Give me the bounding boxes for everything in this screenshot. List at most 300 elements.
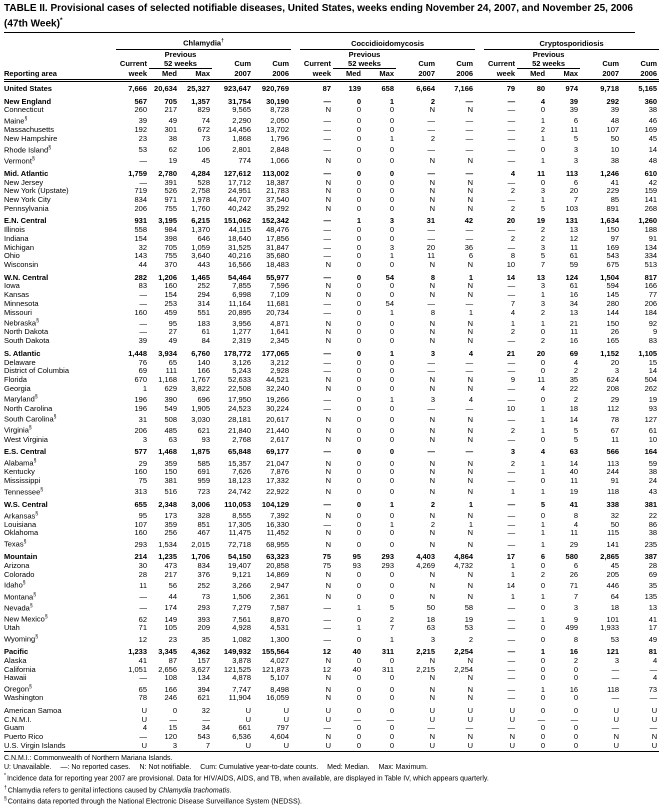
- value-cell: 338: [606, 499, 620, 509]
- value-cell: 1: [540, 539, 546, 549]
- reporting-area-cell: Wyoming§: [4, 634, 38, 644]
- value-cell: —: [465, 366, 474, 376]
- value-cell: 113: [607, 458, 620, 468]
- value-cell: 160: [164, 281, 177, 291]
- value-cell: —: [139, 290, 147, 300]
- table-row: [4, 291, 659, 300]
- value-cell: —: [507, 116, 516, 126]
- value-cell: 3,266: [232, 580, 251, 590]
- reporting-area-cell: Iowa: [4, 281, 20, 291]
- value-cell: 145: [606, 290, 620, 300]
- value-cell: —: [507, 96, 516, 106]
- diseases-table: [4, 34, 659, 752]
- value-cell: 53: [464, 623, 474, 633]
- value-cell: 0: [389, 425, 395, 435]
- value-cell: 31,847: [266, 242, 290, 252]
- value-cell: —: [323, 348, 332, 358]
- value-cell: 292: [606, 96, 620, 106]
- value-cell: 0: [389, 177, 395, 187]
- table-row: [4, 602, 659, 613]
- reporting-area-cell: Pacific: [4, 647, 29, 657]
- column-spacer: [291, 309, 300, 318]
- value-cell: N: [467, 458, 474, 468]
- value-cell: 2,254: [454, 664, 474, 674]
- value-cell: 0: [573, 673, 579, 683]
- value-cell: —: [323, 225, 332, 235]
- table-row: [4, 359, 659, 368]
- column-spacer: [475, 486, 484, 497]
- reporting-area-cell: California: [4, 664, 36, 674]
- value-cell: N: [467, 539, 474, 549]
- column-spacer: [291, 291, 300, 300]
- value-cell: 0: [389, 105, 395, 115]
- column-spacer: [291, 405, 300, 414]
- value-cell: 0: [540, 561, 546, 571]
- value-cell: 1: [510, 487, 516, 497]
- table-row: [4, 733, 659, 742]
- column-spacer: [291, 385, 300, 394]
- value-cell: 0: [356, 307, 362, 317]
- value-cell: 4,878: [232, 673, 251, 683]
- reporting-area-cell: North Carolina: [4, 403, 53, 413]
- value-cell: —: [323, 603, 332, 613]
- value-cell: 8,870: [270, 614, 290, 624]
- reporting-area-cell: E.N. Central: [4, 216, 47, 226]
- column-spacer: [291, 144, 300, 155]
- value-cell: 154: [134, 233, 147, 243]
- value-cell: 1,905: [191, 403, 210, 413]
- value-cell: 7,747: [232, 684, 251, 694]
- value-cell: —: [386, 714, 395, 724]
- value-cell: 13: [536, 272, 546, 282]
- value-cell: 1,448: [128, 348, 147, 358]
- value-cell: 0: [540, 723, 546, 733]
- column-spacer: [475, 657, 484, 666]
- table-row: [4, 393, 659, 404]
- value-cell: 59: [648, 458, 658, 468]
- column-spacer: [475, 244, 484, 253]
- value-cell: 17: [506, 552, 516, 562]
- value-cell: 22: [648, 511, 658, 521]
- value-cell: U: [484, 742, 517, 752]
- value-cell: 6,536: [232, 732, 251, 742]
- value-cell: 0: [389, 705, 395, 715]
- value-cell: 0: [356, 156, 362, 166]
- table-row: [4, 270, 659, 283]
- reporting-area-cell: District of Columbia: [4, 366, 70, 376]
- value-cell: 40: [352, 647, 362, 657]
- column-spacer: [291, 187, 300, 196]
- value-cell: —: [427, 723, 436, 733]
- area-footnote-marker: §: [23, 539, 27, 546]
- column-spacer: [291, 683, 300, 694]
- value-cell: 705: [164, 242, 177, 252]
- value-cell: 3: [614, 655, 620, 665]
- reporting-area-cell: United States: [4, 83, 52, 93]
- value-cell: 390: [164, 394, 177, 404]
- value-cell: —: [323, 723, 332, 733]
- value-cell: 7: [540, 259, 546, 269]
- value-cell: 473: [164, 561, 177, 571]
- week-label: week: [300, 68, 333, 80]
- value-cell: —: [507, 366, 516, 376]
- reporting-area-cell: New York City: [4, 195, 51, 205]
- value-cell: N: [325, 434, 332, 444]
- value-cell: 206: [134, 203, 147, 213]
- value-cell: 55,977: [266, 272, 290, 282]
- value-cell: 0: [356, 394, 362, 404]
- value-cell: —: [139, 156, 147, 166]
- value-cell: 14,456: [228, 125, 251, 135]
- value-cell: 7: [510, 298, 516, 308]
- value-cell: 5,243: [232, 366, 251, 376]
- value-cell: 91: [610, 475, 620, 485]
- table-row: [4, 457, 659, 468]
- value-cell: —: [139, 603, 147, 613]
- value-cell: 1: [540, 116, 546, 126]
- value-cell: 1,168: [158, 374, 177, 384]
- value-cell: 69: [569, 348, 579, 358]
- value-cell: 3: [510, 447, 516, 457]
- value-cell: 5: [573, 133, 579, 143]
- table-row: [4, 486, 659, 497]
- reporting-area-cell: Mississippi: [4, 475, 41, 485]
- table-row: [4, 644, 659, 657]
- value-cell: 2: [573, 366, 579, 376]
- reporting-area-cell: Illinois: [4, 225, 25, 235]
- value-cell: 1: [510, 318, 516, 328]
- value-cell: 2,254: [454, 647, 474, 657]
- table-row: [4, 155, 659, 166]
- value-cell: —: [507, 511, 516, 521]
- column-spacer: [291, 213, 300, 226]
- value-cell: —: [507, 133, 516, 143]
- value-cell: 61: [201, 327, 210, 337]
- value-cell: 391: [164, 177, 177, 187]
- value-cell: N: [467, 434, 474, 444]
- value-cell: 19: [168, 156, 177, 166]
- value-cell: 110,053: [224, 499, 251, 509]
- value-cell: 0: [356, 403, 362, 413]
- reporting-area-cell: West Virginia: [4, 434, 48, 444]
- value-cell: 32: [610, 511, 620, 521]
- value-cell: 65: [138, 684, 147, 694]
- value-cell: U: [116, 742, 149, 752]
- value-cell: 206: [644, 298, 658, 308]
- value-cell: 3,956: [232, 318, 251, 328]
- column-spacer: [475, 538, 484, 549]
- value-cell: 120: [164, 732, 177, 742]
- reporting-area-cell: New Mexico§: [4, 614, 48, 624]
- value-cell: —: [427, 145, 436, 155]
- value-cell: 393: [197, 614, 210, 624]
- value-cell: 50: [426, 603, 436, 613]
- previous-label: Previous: [532, 49, 565, 59]
- column-spacer: [291, 468, 300, 477]
- value-cell: 1: [540, 290, 546, 300]
- value-cell: 549: [164, 403, 177, 413]
- value-cell: 113,002: [262, 168, 290, 178]
- value-cell: 208: [606, 383, 620, 393]
- column-spacer: [475, 521, 484, 530]
- table-row: [4, 179, 659, 188]
- value-cell: 37,540: [266, 195, 290, 205]
- value-cell: 1: [540, 425, 546, 435]
- value-cell: N: [467, 186, 474, 196]
- value-cell: 105: [164, 623, 177, 633]
- table-row: [4, 468, 659, 477]
- value-cell: 4,027: [270, 655, 290, 665]
- value-cell: —: [507, 225, 516, 235]
- column-spacer: [291, 733, 300, 742]
- value-cell: —: [507, 125, 516, 135]
- value-cell: N: [429, 425, 436, 435]
- value-cell: 1: [389, 96, 395, 106]
- value-cell: 1,506: [232, 592, 251, 602]
- column-spacer: [475, 424, 484, 435]
- value-cell: 672: [197, 125, 210, 135]
- value-cell: N: [429, 290, 436, 300]
- area-footnote-marker: §: [29, 602, 33, 609]
- group-header-chlamydia: [116, 34, 291, 49]
- value-cell: 1: [389, 499, 395, 509]
- value-cell: 1: [540, 487, 546, 497]
- value-cell: —: [427, 366, 436, 376]
- value-cell: 196: [134, 403, 147, 413]
- value-cell: 80: [536, 83, 546, 93]
- table-row: [4, 106, 659, 115]
- value-cell: N: [467, 732, 474, 742]
- value-cell: 30: [138, 561, 147, 571]
- value-cell: 3: [142, 434, 147, 444]
- value-cell: N: [429, 414, 436, 424]
- value-cell: N: [325, 539, 332, 549]
- value-cell: 61: [569, 281, 579, 291]
- value-cell: 658: [381, 83, 395, 93]
- value-cell: 4: [652, 673, 658, 683]
- table-row: [4, 328, 659, 337]
- value-cell: 5,107: [270, 673, 290, 683]
- value-cell: 21: [506, 348, 516, 358]
- value-cell: 32,240: [266, 383, 290, 393]
- value-cell: 0: [356, 580, 362, 590]
- column-spacer: [291, 282, 300, 291]
- column-spacer: [475, 226, 484, 235]
- reporting-area-cell: Connecticut: [4, 105, 44, 115]
- value-cell: 1: [389, 133, 395, 143]
- value-cell: 0: [540, 603, 546, 613]
- column-spacer: [291, 337, 300, 346]
- value-cell: 4,604: [270, 732, 290, 742]
- value-cell: 334: [644, 251, 658, 261]
- value-cell: 11: [537, 168, 546, 178]
- med-label: Med: [517, 68, 547, 80]
- reporting-area-cell: Nevada§: [4, 602, 33, 613]
- value-cell: 0: [540, 434, 546, 444]
- value-cell: —: [507, 684, 516, 694]
- value-cell: 0: [356, 272, 362, 282]
- value-cell: 655: [134, 499, 147, 509]
- value-cell: 11,452: [266, 528, 290, 538]
- value-cell: 2,780: [158, 168, 177, 178]
- table-row: [4, 346, 659, 359]
- table-row: [4, 444, 659, 457]
- value-cell: 7: [389, 623, 395, 633]
- value-cell: 151,062: [223, 216, 251, 226]
- value-cell: 1: [540, 592, 546, 602]
- value-cell: U: [245, 705, 251, 715]
- column-spacer: [475, 252, 484, 261]
- value-cell: 127: [644, 414, 658, 424]
- value-cell: —: [139, 298, 147, 308]
- table-row: [4, 144, 659, 155]
- value-cell: 17,712: [228, 177, 251, 187]
- value-cell: 0: [389, 156, 395, 166]
- value-cell: —: [465, 225, 474, 235]
- value-cell: U: [613, 714, 620, 724]
- column-spacer: [291, 602, 300, 613]
- value-cell: 24: [648, 475, 658, 485]
- value-cell: 160: [134, 307, 147, 317]
- value-cell: 11: [570, 475, 579, 485]
- table-row: [4, 497, 659, 510]
- value-cell: N: [429, 434, 436, 444]
- value-cell: 543: [197, 732, 210, 742]
- value-cell: 891: [606, 203, 620, 213]
- value-cell: 38: [168, 133, 177, 143]
- value-cell: 121,525: [223, 664, 251, 674]
- column-spacer: [475, 703, 484, 716]
- value-cell: 16: [569, 336, 579, 346]
- value-cell: 127,612: [223, 168, 251, 178]
- value-cell: 2: [510, 425, 516, 435]
- value-cell: 113: [565, 168, 579, 178]
- reporting-area-cell: Virginia§: [4, 425, 32, 435]
- value-cell: 3: [540, 281, 546, 291]
- area-footnote-marker: §: [22, 580, 26, 587]
- value-cell: 12: [322, 664, 332, 674]
- reporting-area-cell: Idaho§: [4, 580, 26, 590]
- table-row: [4, 683, 659, 694]
- column-spacer: [475, 742, 484, 752]
- value-cell: 0: [573, 732, 579, 742]
- value-cell: 87: [322, 83, 332, 93]
- column-spacer: [475, 337, 484, 346]
- column-spacer: [475, 716, 484, 725]
- value-cell: 39: [569, 96, 579, 106]
- value-cell: 154: [164, 290, 177, 300]
- footnote-abbreviations: [4, 764, 635, 772]
- footnote-note: §Contains data reported through the National Electronic Disease Surveillance System (NEDSS).: [4, 796, 302, 806]
- value-cell: 543: [606, 251, 620, 261]
- value-cell: 3,627: [191, 664, 210, 674]
- value-cell: 2,617: [270, 434, 290, 444]
- table-row: [4, 226, 659, 235]
- value-cell: 834: [197, 561, 210, 571]
- value-cell: 2,215: [416, 647, 436, 657]
- value-cell: 63: [426, 623, 436, 633]
- column-spacer: [475, 106, 484, 115]
- cum-label: Cum: [418, 59, 436, 69]
- value-cell: 39: [138, 336, 147, 346]
- value-cell: 0: [356, 693, 362, 703]
- reporting-area-cell: S. Atlantic: [4, 348, 41, 358]
- table-row: [4, 657, 659, 666]
- value-cell: 2: [389, 614, 395, 624]
- value-cell: 0: [356, 298, 362, 308]
- value-cell: 3: [573, 156, 579, 166]
- column-spacer: [475, 282, 484, 291]
- reporting-area-cell: Mid. Atlantic: [4, 168, 49, 178]
- value-cell: 12: [322, 647, 332, 657]
- value-cell: 5: [573, 425, 579, 435]
- value-cell: 0: [389, 225, 395, 235]
- value-cell: N: [325, 569, 332, 579]
- column-spacer: [291, 179, 300, 188]
- value-cell: 41: [610, 177, 620, 187]
- value-cell: 0: [356, 673, 362, 683]
- value-cell: 646: [197, 233, 210, 243]
- table-row: [4, 115, 659, 126]
- value-cell: —: [427, 168, 436, 178]
- column-spacer: [291, 486, 300, 497]
- reporting-area-cell: Kentucky: [4, 467, 35, 477]
- value-cell: U: [396, 742, 437, 752]
- value-cell: 3: [430, 634, 436, 644]
- value-cell: 2,215: [416, 664, 436, 674]
- value-cell: 6: [573, 177, 579, 187]
- column-spacer: [475, 300, 484, 309]
- value-cell: 115: [607, 528, 620, 538]
- value-cell: 0: [389, 233, 395, 243]
- value-cell: —: [507, 723, 516, 733]
- value-cell: 39: [138, 116, 147, 126]
- value-cell: 1: [510, 592, 516, 602]
- column-spacer: [291, 413, 300, 424]
- column-spacer: [291, 196, 300, 205]
- table-row: [4, 724, 659, 733]
- value-cell: 19: [648, 394, 658, 404]
- value-cell: 508: [164, 414, 177, 424]
- value-cell: 610: [644, 168, 658, 178]
- value-cell: 14: [648, 145, 658, 155]
- value-cell: 152,342: [261, 216, 290, 226]
- value-cell: 78: [138, 693, 147, 703]
- reporting-area-cell: Georgia: [4, 383, 31, 393]
- value-cell: 50: [610, 133, 620, 143]
- column-spacer: [291, 376, 300, 385]
- value-cell: 63: [168, 434, 177, 444]
- value-cell: N: [325, 684, 332, 694]
- value-cell: 0: [573, 664, 579, 674]
- value-cell: 0: [356, 614, 362, 624]
- value-cell: —: [507, 614, 516, 624]
- column-spacer: [291, 126, 300, 135]
- value-cell: 0: [389, 539, 395, 549]
- value-cell: 19: [536, 216, 546, 226]
- value-cell: 301: [164, 125, 177, 135]
- value-cell: —: [427, 403, 436, 413]
- value-cell: 4: [652, 655, 658, 665]
- table-row: [4, 300, 659, 309]
- value-cell: 38: [648, 105, 658, 115]
- value-cell: 1,875: [191, 447, 210, 457]
- value-cell: 93: [648, 403, 658, 413]
- value-cell: 54,464: [228, 272, 251, 282]
- value-cell: —: [507, 105, 516, 115]
- value-cell: 0: [356, 251, 362, 261]
- value-cell: U: [141, 714, 147, 724]
